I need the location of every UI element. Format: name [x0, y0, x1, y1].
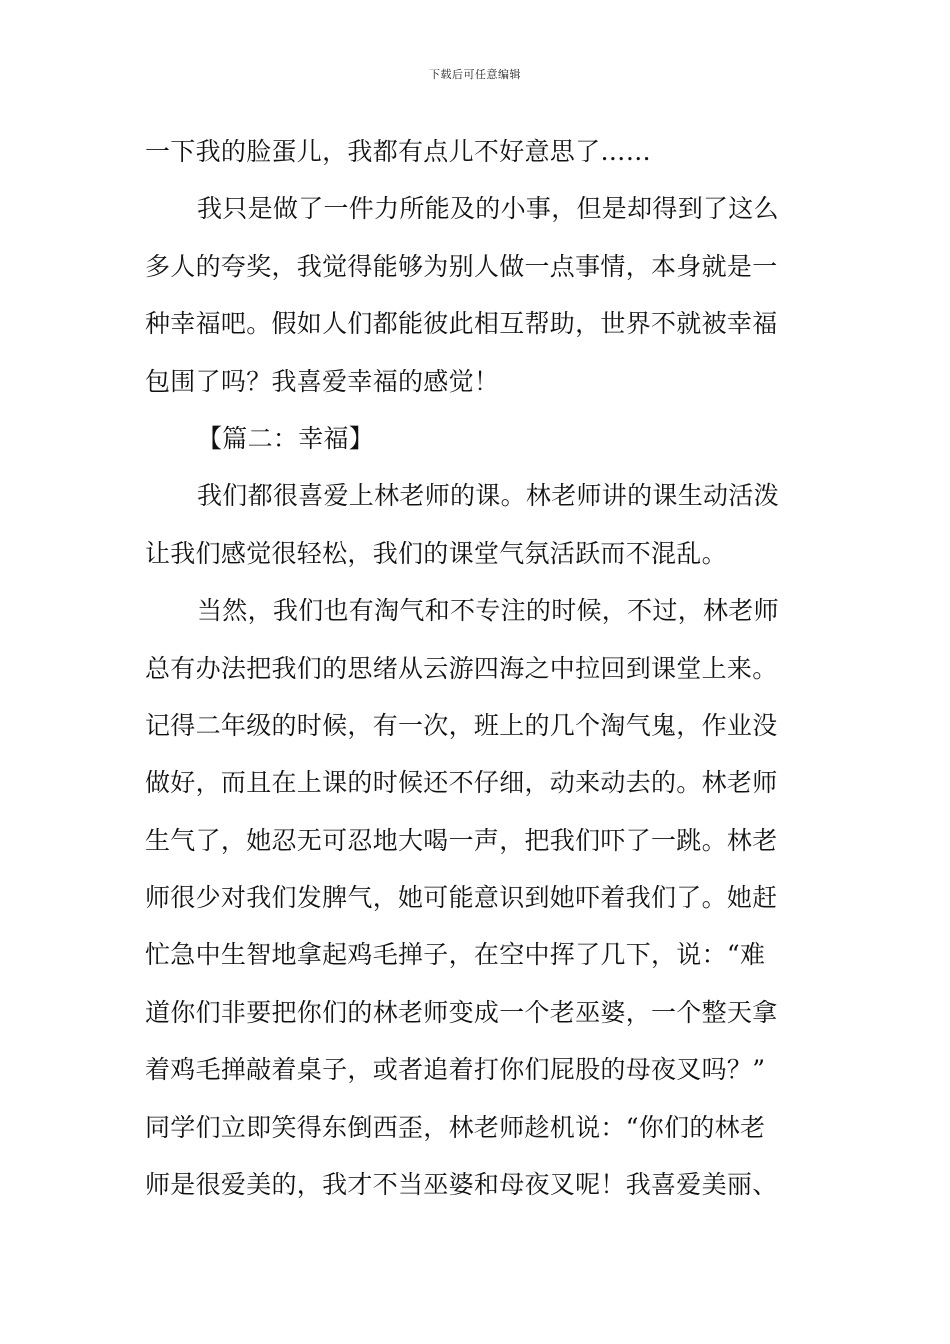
text-line: 我只是做了一件力所能及的小事，但是却得到了这么 [197, 194, 779, 224]
text-line: 当然，我们也有淘气和不专注的时候，不过，林老师 [197, 596, 779, 626]
page-header: 下载后可任意编辑 [429, 68, 521, 81]
text-line: 让我们感觉很轻松，我们的课堂气氛活跃而不混乱。 [145, 538, 727, 568]
text-line: 着鸡毛掸敲着桌子，或者追着打你们屁股的母夜叉吗？” [145, 1055, 766, 1085]
document-body [145, 123, 817, 1213]
text-line: 总有办法把我们的思绪从云游四海之中拉回到课堂上来。 [145, 653, 778, 683]
text-line: 生气了，她忍无可忍地大喝一声，把我们吓了一跳。林老 [145, 825, 778, 855]
text-line: 多人的夸奖，我觉得能够为别人做一点事情，本身就是一 [145, 251, 778, 281]
text-line: 包围了吗？我喜爱幸福的感觉！ [145, 366, 500, 396]
text-line: 我们都很喜爱上林老师的课。林老师讲的课生动活泼 [197, 481, 779, 511]
text-line: 种幸福吧。假如人们都能彼此相互帮助，世界不就被幸福 [145, 309, 778, 339]
text-line: 同学们立即笑得东倒西歪，林老师趁机说：“你们的林老 [145, 1112, 766, 1142]
text-line: 记得二年级的时候，有一次，班上的几个淘气鬼，作业没 [145, 710, 778, 740]
text-line: 师是很爱美的，我才不当巫婆和母夜叉呢！我喜爱美丽、 [145, 1170, 778, 1200]
section-heading: 【篇二：幸福】 [197, 423, 375, 453]
text-line: 忙急中生智地拿起鸡毛掸子，在空中挥了几下，说：“难 [145, 940, 766, 970]
text-line: 一下我的脸蛋儿，我都有点儿不好意思了…… [145, 137, 652, 166]
text-line: 师很少对我们发脾气，她可能意识到她吓着我们了。她赶 [145, 883, 778, 913]
text-line: 做好，而且在上课的时候还不仔细，动来动去的。林老师 [145, 768, 778, 798]
text-line: 道你们非要把你们的林老师变成一个老巫婆，一个整天拿 [145, 997, 778, 1027]
